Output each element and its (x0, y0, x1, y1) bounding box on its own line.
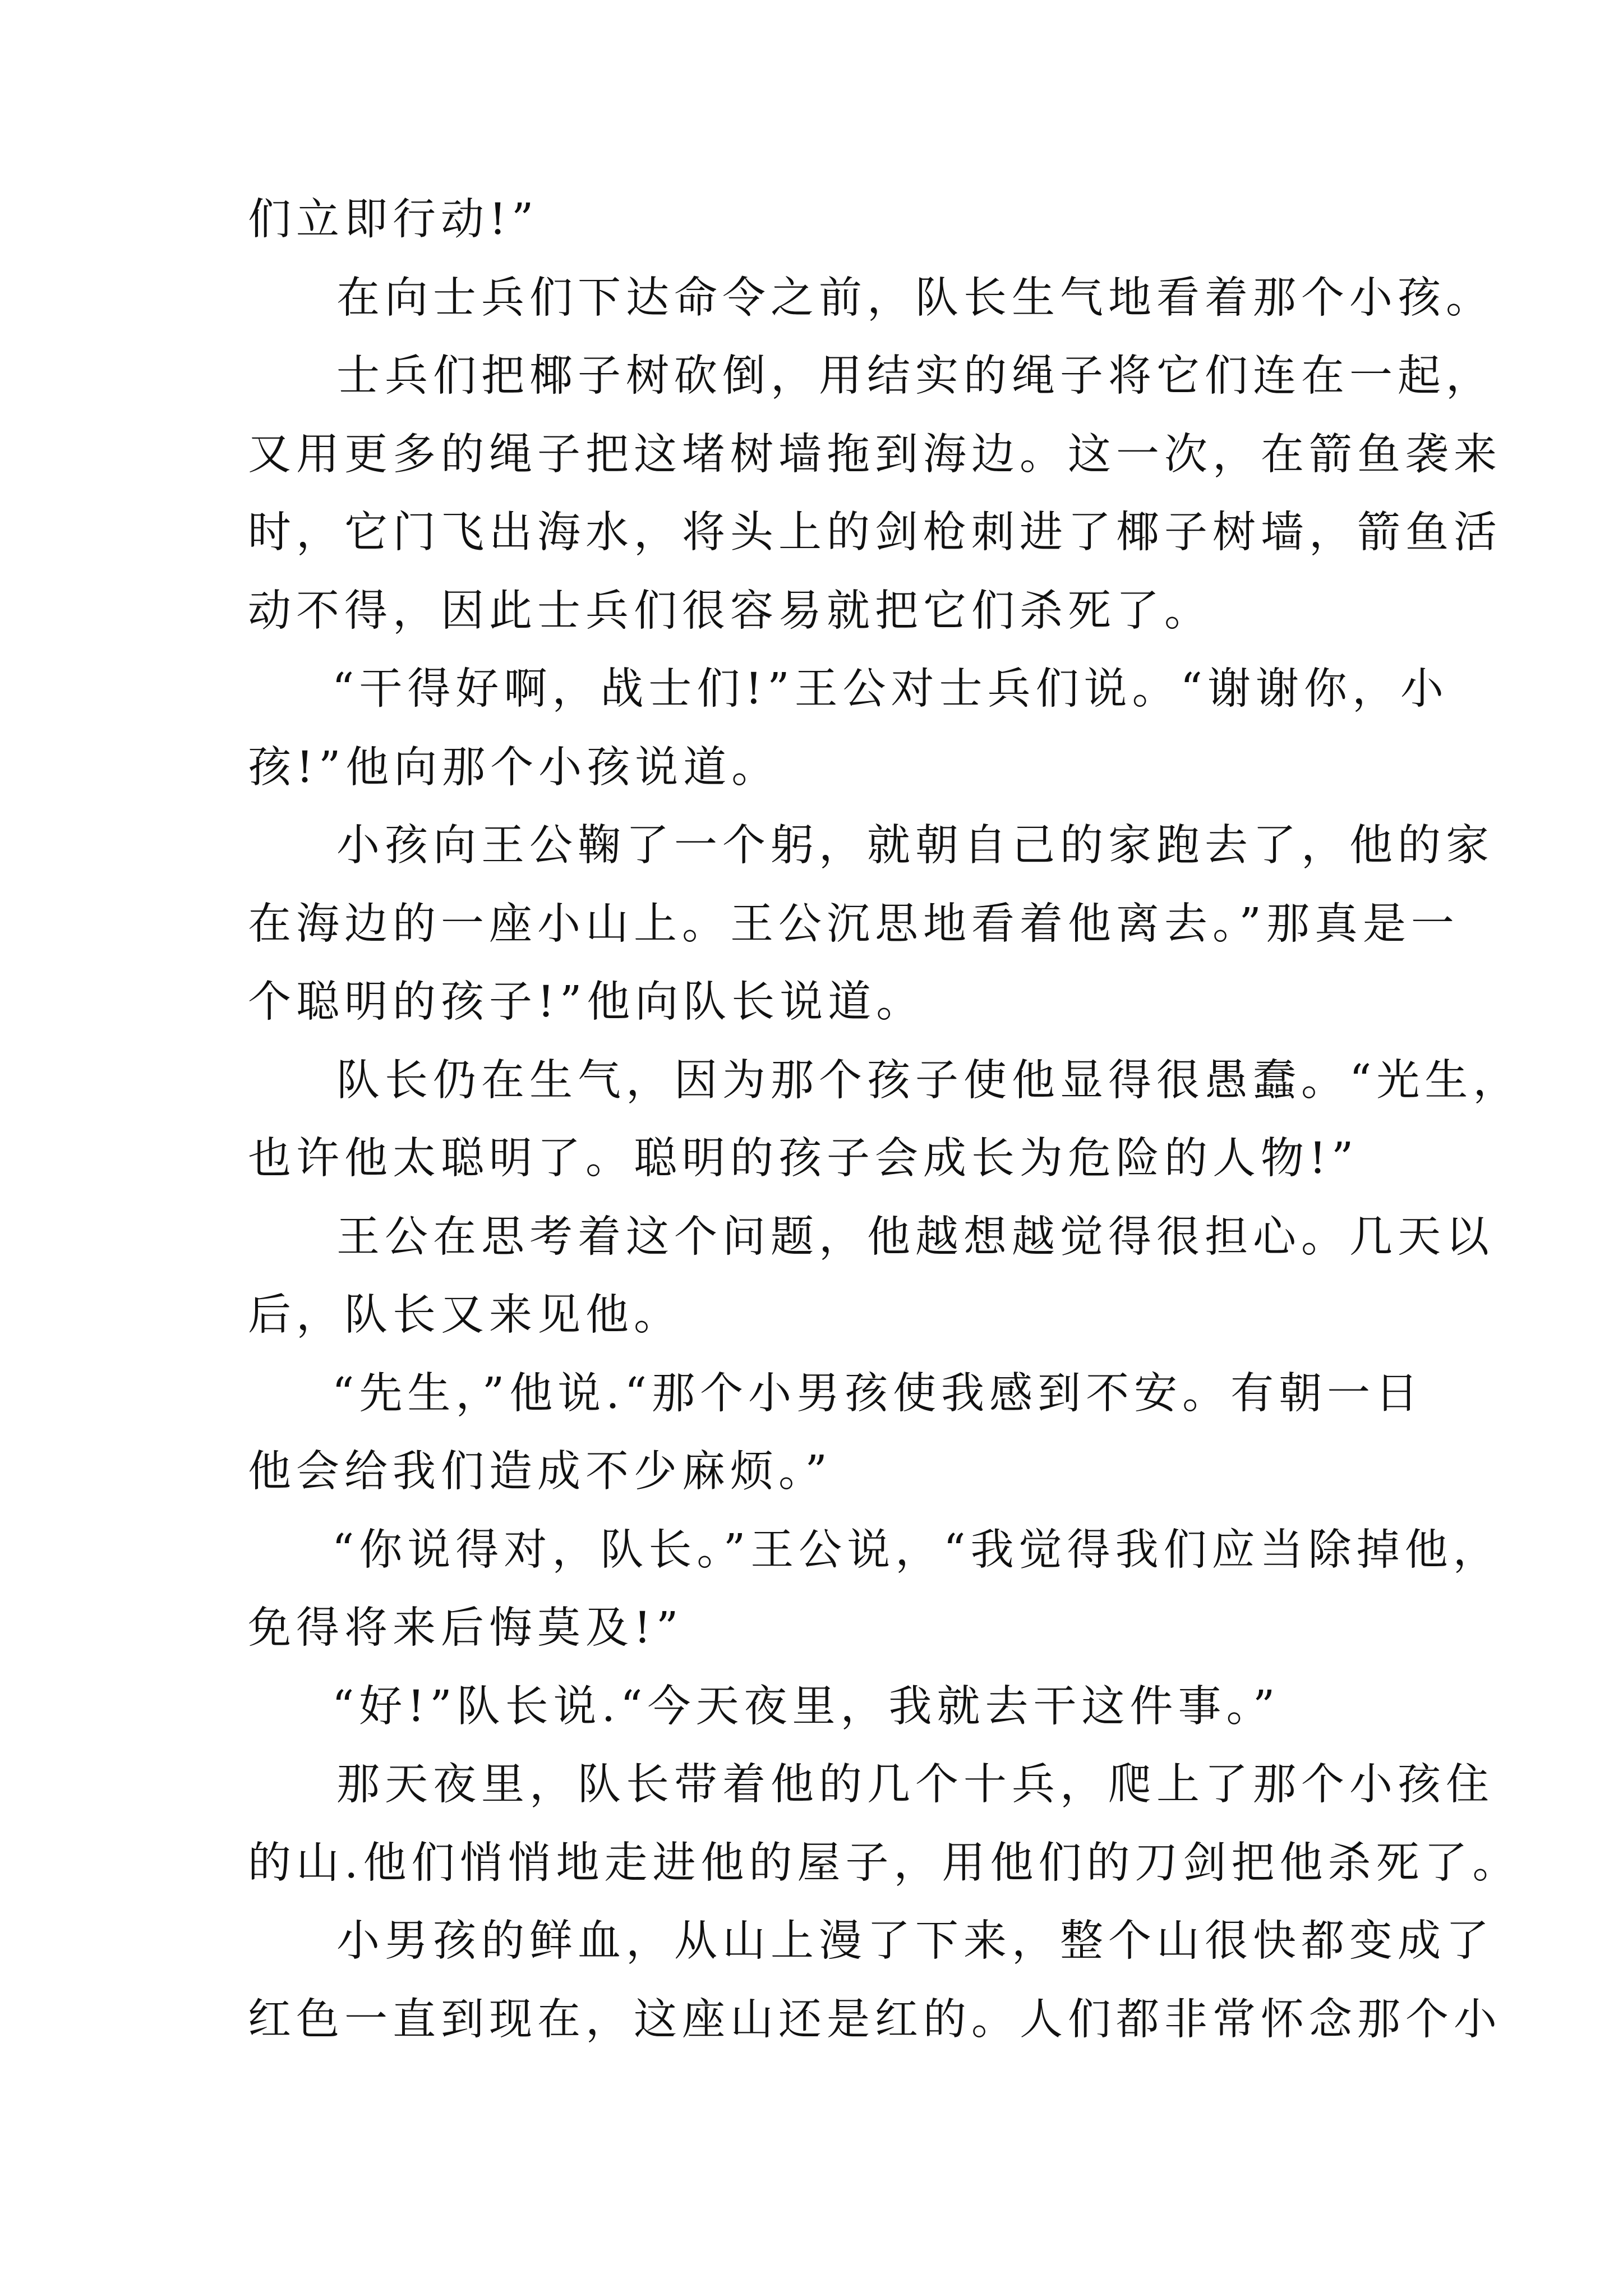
text-line: 时，它门飞出海水，将头上的剑枪刺进了椰子树墙，箭鱼活 (248, 508, 1502, 558)
text-line: 也许他太聪明了。聪明的孩子会成长为危险的人物!” (248, 1134, 1359, 1184)
text-line: 那天夜里，队长带着他的几个十兵，爬上了那个小孩住 (336, 1760, 1494, 1810)
text-line: “干得好啊，战士们!”王公对士兵们说。“谢谢你，小 (332, 664, 1449, 714)
text-line: 们立即行动!” (248, 195, 539, 245)
text-line: 免得将来后悔莫及!” (248, 1603, 684, 1653)
text-line: 队长仍在生气，因为那个孩子使他显得很愚蠢。“光生， (336, 1055, 1521, 1106)
text-line: 个聪明的孩子!”他向队长说道。 (248, 977, 925, 1027)
text-line: “好!”队长说.“今天夜里，我就去干这件事。” (332, 1681, 1280, 1732)
text-line: 士兵们把椰子树砍倒，用结实的绳子将它们连在一起， (336, 351, 1494, 401)
text-line: 又用更多的绳子把这堵树墙拖到海边。这一次，在箭鱼袭来 (248, 429, 1502, 480)
text-line: 在向士兵们下达命令之前，队长生气地看着那个小孩。 (336, 273, 1494, 323)
text-line: 他会给我们造成不少麻烦。” (248, 1447, 832, 1497)
text-line: 小孩向王公鞠了一个躬，就朝自己的家跑去了，他的家 (336, 821, 1494, 871)
text-line: 在海边的一座小山上。王公沉思地看着他离去。”那真是一 (248, 899, 1459, 949)
story-text (248, 181, 1521, 2059)
text-line: “先生，”他说.“那个小男孩使我感到不安。有朝一日 (332, 1368, 1424, 1419)
text-line: 红色一直到现在，这座山还是红的。人们都非常怀念那个小 (248, 1994, 1502, 2045)
text-line: 孩!”他向那个小孩说道。 (248, 742, 780, 793)
text-line: “你说得对，队长。”王公说，“我觉得我们应当除掉他， (332, 1525, 1501, 1575)
text-line: 动不得，因此士兵们很容易就把它们杀死了。 (248, 586, 1212, 636)
text-line: 王公在思考着这个问题，他越想越觉得很担心。几天以 (336, 1212, 1494, 1262)
text-line: 小男孩的鲜血，从山上漫了下来，整个山很快都变成了 (336, 1916, 1494, 1966)
text-line: 的山.他们悄悄地走进他的屋子，用他们的刀剑把他杀死了。 (248, 1838, 1521, 1888)
text-line: 后，队长又来见他。 (248, 1290, 682, 1340)
